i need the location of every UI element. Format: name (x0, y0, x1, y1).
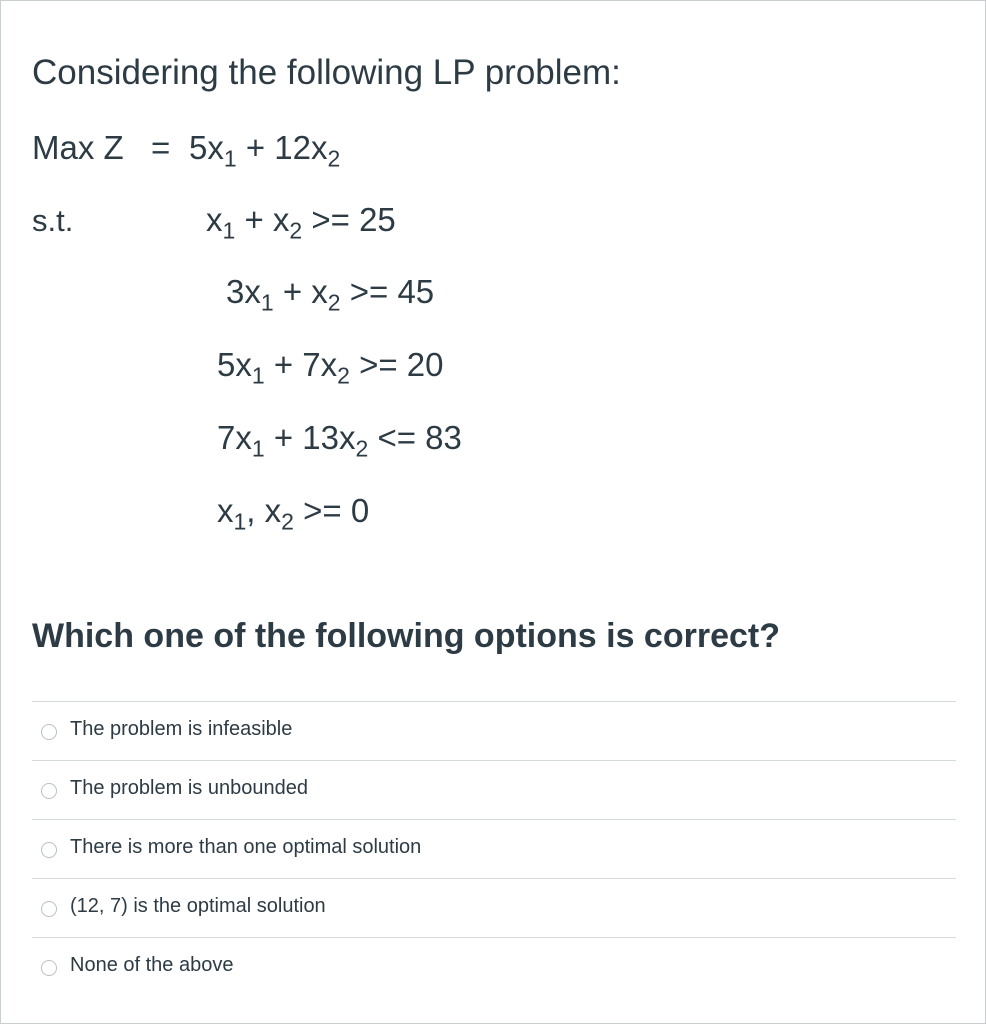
objective-function: $5x_1 + 12x_2$ (189, 129, 341, 172)
radio-button[interactable] (41, 960, 57, 976)
constraint-2: $3x_1 + x_2 >= 45$ (226, 273, 435, 316)
radio-button[interactable] (41, 724, 57, 740)
radio-button[interactable] (41, 842, 57, 858)
constraint-3: $5x_1 + 7x_2 >= 20$ (217, 346, 444, 389)
answer-options (32, 701, 956, 996)
answer-option[interactable] (32, 702, 956, 761)
answer-label: The problem is infeasible (70, 718, 293, 740)
answer-option[interactable] (32, 761, 956, 820)
constraint-4: $7x_1 + 13x_2 <= 83$ (217, 419, 462, 462)
answer-option[interactable] (32, 879, 956, 938)
answer-label: (12, 7) is the optimal solution (70, 895, 326, 917)
answer-option[interactable] (32, 938, 956, 996)
problem-intro: Considering the following LP problem: (32, 53, 621, 92)
answer-option[interactable] (32, 820, 956, 879)
radio-button[interactable] (41, 783, 57, 799)
answer-label: The problem is unbounded (70, 777, 308, 799)
constraint-1: $x_1 + x_2 >= 25$ (206, 201, 396, 244)
answer-label: None of the above (70, 954, 234, 976)
question-prompt: Which one of the following options is correct? (32, 617, 780, 655)
objective-label: Max Z (32, 129, 124, 166)
constraint-nonnegativity: $x_1$, $x_2 >= 0$ (217, 492, 370, 535)
objective-equals: = (151, 129, 171, 166)
radio-button[interactable] (41, 901, 57, 917)
subject-to-label: s.t. (32, 203, 74, 238)
answer-label: There is more than one optimal solution (70, 836, 422, 858)
